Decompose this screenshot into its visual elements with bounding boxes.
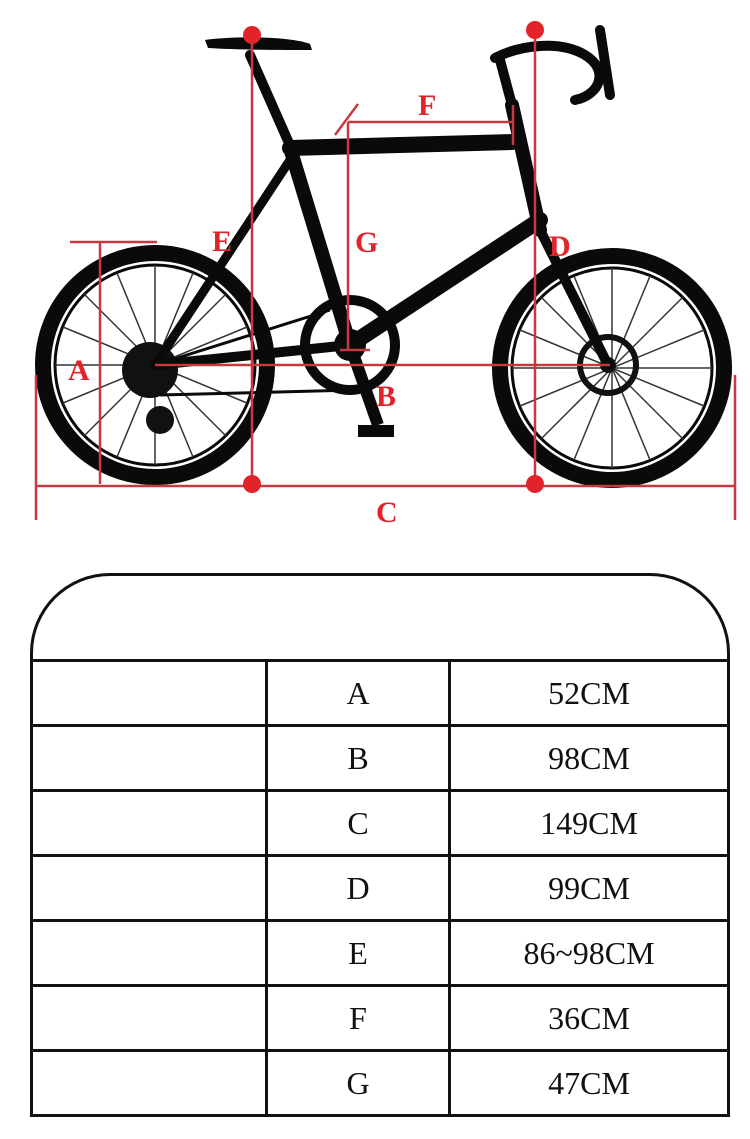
crankset	[155, 300, 395, 437]
row-value: 36CM	[548, 999, 630, 1036]
row-key: A	[268, 662, 451, 724]
dimension-dots	[243, 21, 544, 493]
row-label	[33, 792, 268, 854]
row-label	[33, 1052, 268, 1114]
spec-table	[30, 573, 728, 1113]
row-label	[33, 727, 268, 789]
row-key: B	[268, 727, 451, 789]
label-a: A	[68, 354, 90, 387]
table-header	[30, 573, 730, 662]
label-g: G	[355, 226, 379, 259]
row-value: 98CM	[548, 739, 630, 776]
table-row	[33, 662, 727, 724]
row-key: D	[268, 857, 451, 919]
label-e: E	[212, 225, 233, 258]
row-key: G	[268, 1052, 451, 1114]
row-label	[33, 857, 268, 919]
dimension-lines	[36, 30, 735, 520]
row-label	[33, 987, 268, 1049]
table-row	[33, 1049, 727, 1114]
table-row	[33, 724, 727, 789]
row-value: 52CM	[548, 674, 630, 711]
bicycle-dimension-diagram	[0, 0, 750, 545]
row-label	[33, 922, 268, 984]
table-row	[33, 984, 727, 1049]
row-key: E	[268, 922, 451, 984]
row-label	[33, 662, 268, 724]
label-c: C	[376, 496, 398, 529]
table-row	[33, 854, 727, 919]
row-value: 149CM	[540, 804, 638, 841]
label-b: B	[376, 380, 397, 413]
row-key: F	[268, 987, 451, 1049]
row-value: 86~98CM	[523, 934, 655, 971]
row-value: 47CM	[548, 1064, 630, 1101]
table-row	[33, 919, 727, 984]
label-f: F	[418, 89, 437, 122]
row-key: C	[268, 792, 451, 854]
table-row	[33, 789, 727, 854]
label-d: D	[549, 230, 571, 263]
table-body	[30, 659, 730, 1117]
row-value: 99CM	[548, 869, 630, 906]
